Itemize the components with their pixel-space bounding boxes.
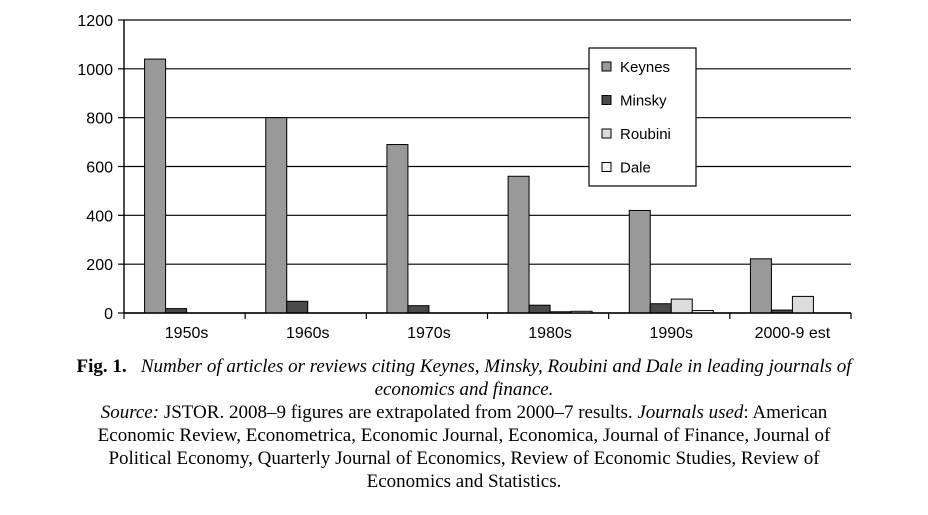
bars — [145, 59, 814, 313]
y-tick-label: 400 — [86, 208, 113, 226]
bar-keynes-1950s — [145, 59, 166, 313]
x-tick-label: 1970s — [407, 325, 451, 342]
source-label: Source: — [100, 402, 160, 423]
legend-label-minsky: Minsky — [620, 92, 667, 110]
bar-minsky-1970s — [408, 306, 429, 313]
bar-keynes-1990s — [629, 210, 650, 313]
journals-label: Journals used — [637, 402, 744, 423]
fig-label: Fig. 1. — [76, 356, 127, 377]
legend-swatch-minsky — [602, 96, 611, 105]
bar-minsky-1980s — [529, 305, 550, 313]
bar-keynes-2000-9-est — [750, 259, 771, 313]
x-axis-tick-labels — [124, 313, 851, 342]
y-tick-label: 1200 — [77, 13, 113, 30]
y-tick-label: 800 — [86, 110, 113, 128]
y-tick-label: 1000 — [77, 61, 113, 79]
journals-text: : American — [743, 402, 828, 423]
legend-label-roubini: Roubini — [620, 126, 671, 143]
figure-caption — [0, 355, 928, 493]
caption-line-1 — [0, 355, 928, 378]
y-tick-label: 600 — [86, 159, 113, 177]
source-text: JSTOR. 2008–9 figures are extrapolated from 2000–7 results. — [159, 402, 638, 423]
bar-roubini-2000-9-est — [792, 296, 813, 313]
legend — [589, 48, 696, 186]
bar-roubini-1990s — [671, 299, 692, 313]
legend-swatch-dale — [602, 163, 611, 172]
caption-line-5: Political Economy, Quarterly Journal of Economics, Review of Economic Studies, Review of — [108, 448, 820, 469]
bar-minsky-1960s — [287, 301, 308, 313]
x-tick-label: 2000-9 est — [754, 325, 831, 342]
caption-line-2: economics and finance. — [374, 379, 554, 400]
caption-line-4: Economic Review, Econometrica, Economic Journal, Economica, Journal of Finance, Journal of — [97, 425, 831, 446]
caption-line-3 — [0, 401, 928, 424]
legend-label-dale: Dale — [620, 159, 651, 177]
y-tick-label: 0 — [104, 306, 113, 323]
y-tick-label: 200 — [86, 257, 113, 275]
x-tick-label: 1960s — [285, 325, 330, 342]
legend-swatch-roubini — [602, 129, 611, 138]
x-tick-label: 1950s — [164, 325, 209, 342]
x-tick-label: 1990s — [649, 325, 694, 342]
fig-title: Number of articles or reviews citing Keynes, Minsky, Roubini and Dale in leading journals of — [140, 356, 852, 377]
legend-swatch-keynes — [602, 62, 611, 71]
bar-keynes-1960s — [266, 118, 287, 313]
bar-keynes-1980s — [508, 176, 529, 313]
gridlines — [118, 20, 851, 313]
bar-keynes-1970s — [387, 145, 408, 313]
x-tick-label: 1980s — [528, 325, 572, 342]
y-axis-tick-labels — [77, 13, 113, 323]
caption-line-6: Economics and Statistics. — [366, 471, 562, 492]
legend-label-keynes: Keynes — [620, 59, 671, 76]
bar-minsky-1990s — [650, 304, 671, 313]
